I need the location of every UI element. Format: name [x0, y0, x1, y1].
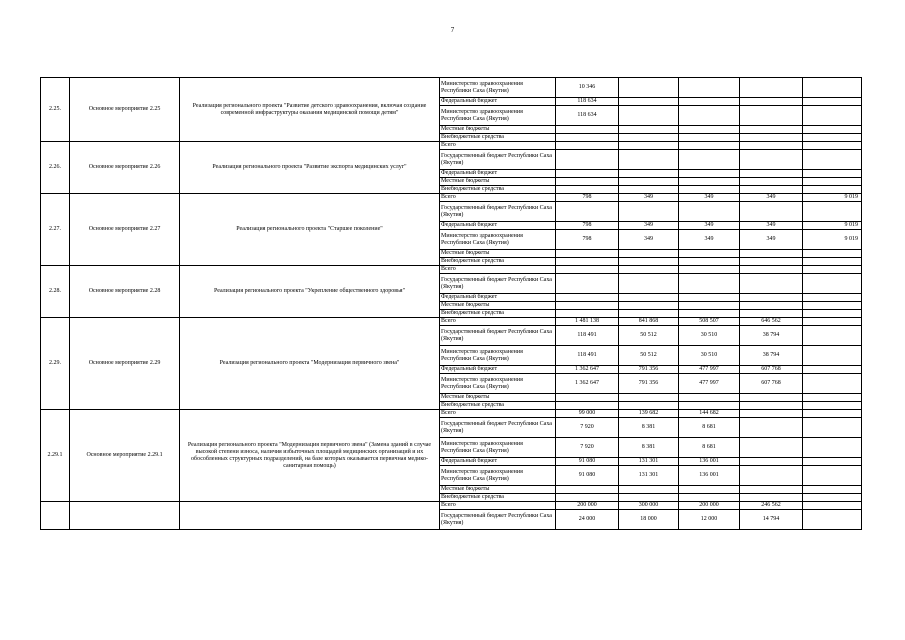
amount-cell: [679, 106, 740, 126]
amount-cell: [803, 418, 862, 438]
amount-cell: [740, 106, 803, 126]
amount-cell: [556, 274, 619, 294]
amount-cell: 9 019: [803, 194, 862, 202]
amount-cell: [740, 310, 803, 318]
amount-cell: 8 681: [679, 438, 740, 458]
amount-cell: 9 019: [803, 230, 862, 250]
funding-source: Министерство здравоохранения Республики Саха (Якутия): [440, 106, 556, 126]
table-row: [41, 266, 862, 274]
amount-cell: [803, 126, 862, 134]
amount-cell: [679, 78, 740, 98]
amount-cell: [803, 366, 862, 374]
amount-cell: [803, 98, 862, 106]
amount-cell: 607 768: [740, 374, 803, 394]
funding-source: Всего: [440, 410, 556, 418]
amount-cell: [679, 258, 740, 266]
amount-cell: [619, 106, 679, 126]
amount-cell: [679, 394, 740, 402]
amount-cell: 136 001: [679, 458, 740, 466]
activity-description: Реализация регионального проекта "Модернизация первичного звена": [180, 318, 440, 410]
amount-cell: 349: [619, 222, 679, 230]
amount-cell: 8 681: [679, 418, 740, 438]
amount-cell: 607 768: [740, 366, 803, 374]
table-row: [41, 318, 862, 326]
amount-cell: 50 512: [619, 346, 679, 366]
funding-source: Всего: [440, 142, 556, 150]
amount-cell: [556, 250, 619, 258]
amount-cell: [556, 494, 619, 502]
amount-cell: [679, 186, 740, 194]
amount-cell: [679, 486, 740, 494]
amount-cell: [679, 202, 740, 222]
item-number: 2.29.1: [41, 410, 70, 502]
amount-cell: [740, 274, 803, 294]
amount-cell: [803, 202, 862, 222]
amount-cell: [803, 274, 862, 294]
amount-cell: 200 000: [679, 502, 740, 510]
amount-cell: [619, 310, 679, 318]
amount-cell: [619, 402, 679, 410]
amount-cell: 14 794: [740, 510, 803, 530]
amount-cell: [679, 494, 740, 502]
amount-cell: 10 346: [556, 78, 619, 98]
amount-cell: [740, 458, 803, 466]
item-number: 2.28.: [41, 266, 70, 318]
amount-cell: [619, 126, 679, 134]
amount-cell: [740, 486, 803, 494]
amount-cell: [619, 486, 679, 494]
amount-cell: 30 510: [679, 346, 740, 366]
amount-cell: [803, 438, 862, 458]
amount-cell: 12 000: [679, 510, 740, 530]
amount-cell: [556, 266, 619, 274]
amount-cell: [803, 494, 862, 502]
funding-source: Федеральный бюджет: [440, 170, 556, 178]
funding-source: Местные бюджеты: [440, 126, 556, 134]
amount-cell: 646 562: [740, 318, 803, 326]
funding-source: Федеральный бюджет: [440, 366, 556, 374]
amount-cell: [803, 410, 862, 418]
amount-cell: 349: [679, 222, 740, 230]
amount-cell: 118 491: [556, 346, 619, 366]
funding-source: Внебюджетные средства: [440, 402, 556, 410]
funding-source: Всего: [440, 502, 556, 510]
funding-source: Государственный бюджет Республики Саха (Якутия): [440, 202, 556, 222]
amount-cell: 38 794: [740, 326, 803, 346]
funding-source: Федеральный бюджет: [440, 294, 556, 302]
amount-cell: 349: [740, 230, 803, 250]
amount-cell: [803, 502, 862, 510]
amount-cell: [803, 150, 862, 170]
amount-cell: [803, 466, 862, 486]
amount-cell: [619, 494, 679, 502]
amount-cell: [803, 394, 862, 402]
amount-cell: [619, 170, 679, 178]
amount-cell: [619, 78, 679, 98]
item-number: 2.26.: [41, 142, 70, 194]
amount-cell: [803, 78, 862, 98]
amount-cell: [740, 418, 803, 438]
amount-cell: [679, 178, 740, 186]
amount-cell: [679, 310, 740, 318]
amount-cell: [740, 402, 803, 410]
amount-cell: [679, 302, 740, 310]
amount-cell: [619, 150, 679, 170]
amount-cell: 477 997: [679, 374, 740, 394]
funding-source: Федеральный бюджет: [440, 458, 556, 466]
amount-cell: 349: [679, 194, 740, 202]
amount-cell: [803, 134, 862, 142]
amount-cell: 144 682: [679, 410, 740, 418]
funding-source: Федеральный бюджет: [440, 98, 556, 106]
amount-cell: 246 562: [740, 502, 803, 510]
amount-cell: [803, 326, 862, 346]
amount-cell: [740, 150, 803, 170]
amount-cell: 38 794: [740, 346, 803, 366]
funding-source: Министерство здравоохранения Республики Саха (Якутия): [440, 346, 556, 366]
amount-cell: 791 356: [619, 374, 679, 394]
funding-source: Федеральный бюджет: [440, 222, 556, 230]
funding-source: Государственный бюджет Республики Саха (Якутия): [440, 274, 556, 294]
amount-cell: [619, 394, 679, 402]
funding-source: Министерство здравоохранения Республики Саха (Якутия): [440, 230, 556, 250]
amount-cell: 1 481 138: [556, 318, 619, 326]
amount-cell: [803, 170, 862, 178]
amount-cell: 300 000: [619, 502, 679, 510]
activity-name: [70, 502, 180, 530]
funding-source: Министерство здравоохранения Республики Саха (Якутия): [440, 374, 556, 394]
amount-cell: [740, 494, 803, 502]
funding-source: Министерство здравоохранения Республики Саха (Якутия): [440, 438, 556, 458]
amount-cell: [556, 294, 619, 302]
table-row: [41, 502, 862, 510]
budget-table: [40, 77, 862, 530]
amount-cell: 24 000: [556, 510, 619, 530]
amount-cell: [740, 438, 803, 458]
funding-source: Государственный бюджет Республики Саха (Якутия): [440, 150, 556, 170]
amount-cell: [679, 98, 740, 106]
activity-description: Реализация регионального проекта "Развитие экспорта медицинских услуг": [180, 142, 440, 194]
amount-cell: 7 920: [556, 418, 619, 438]
funding-source: Государственный бюджет Республики Саха (Якутия): [440, 418, 556, 438]
amount-cell: [740, 186, 803, 194]
amount-cell: 118 491: [556, 326, 619, 346]
amount-cell: [740, 170, 803, 178]
funding-source: Министерство здравоохранения Республики Саха (Якутия): [440, 78, 556, 98]
amount-cell: 8 381: [619, 438, 679, 458]
activity-description: Реализация регионального проекта "Развитие детского здравоохранения, включая создание современной инфраструктуры оказания медицинской помощи детям": [180, 78, 440, 142]
amount-cell: 349: [619, 194, 679, 202]
amount-cell: [679, 266, 740, 274]
amount-cell: [619, 142, 679, 150]
item-number: 2.27.: [41, 194, 70, 266]
amount-cell: [740, 394, 803, 402]
amount-cell: [679, 150, 740, 170]
funding-source: Местные бюджеты: [440, 250, 556, 258]
amount-cell: 118 634: [556, 106, 619, 126]
amount-cell: 798: [556, 222, 619, 230]
amount-cell: [803, 374, 862, 394]
amount-cell: [556, 178, 619, 186]
funding-source: Всего: [440, 266, 556, 274]
amount-cell: [740, 178, 803, 186]
amount-cell: [740, 202, 803, 222]
activity-description: Реализация регионального проекта "Старшее поколение": [180, 194, 440, 266]
amount-cell: [556, 126, 619, 134]
amount-cell: 136 001: [679, 466, 740, 486]
amount-cell: [740, 98, 803, 106]
amount-cell: [619, 302, 679, 310]
funding-source: Внебюджетные средства: [440, 310, 556, 318]
amount-cell: [556, 142, 619, 150]
amount-cell: [679, 250, 740, 258]
amount-cell: 798: [556, 230, 619, 250]
amount-cell: [740, 266, 803, 274]
amount-cell: [740, 126, 803, 134]
funding-source: Внебюджетные средства: [440, 134, 556, 142]
amount-cell: 349: [679, 230, 740, 250]
amount-cell: [619, 202, 679, 222]
amount-cell: [803, 402, 862, 410]
amount-cell: 1 362 647: [556, 366, 619, 374]
amount-cell: 791 356: [619, 366, 679, 374]
amount-cell: [740, 466, 803, 486]
amount-cell: [803, 486, 862, 494]
amount-cell: [803, 250, 862, 258]
amount-cell: [679, 274, 740, 294]
amount-cell: 18 000: [619, 510, 679, 530]
amount-cell: [679, 126, 740, 134]
amount-cell: 1 362 647: [556, 374, 619, 394]
funding-source: Министерство здравоохранения Республики Саха (Якутия): [440, 466, 556, 486]
amount-cell: 7 920: [556, 438, 619, 458]
amount-cell: [740, 302, 803, 310]
amount-cell: 349: [619, 230, 679, 250]
amount-cell: [679, 142, 740, 150]
amount-cell: 349: [740, 222, 803, 230]
funding-source: Государственный бюджет Республики Саха (Якутия): [440, 326, 556, 346]
amount-cell: [619, 134, 679, 142]
funding-source: Внебюджетные средства: [440, 258, 556, 266]
amount-cell: [556, 394, 619, 402]
amount-cell: 30 510: [679, 326, 740, 346]
amount-cell: 50 512: [619, 326, 679, 346]
amount-cell: 508 507: [679, 318, 740, 326]
item-number: 2.25.: [41, 78, 70, 142]
amount-cell: [740, 294, 803, 302]
amount-cell: 91 080: [556, 466, 619, 486]
table-row: [41, 194, 862, 202]
amount-cell: [803, 266, 862, 274]
funding-source: Всего: [440, 318, 556, 326]
activity-name: Основное мероприятие 2.27: [70, 194, 180, 266]
amount-cell: [556, 134, 619, 142]
amount-cell: 139 682: [619, 410, 679, 418]
funding-source: Местные бюджеты: [440, 394, 556, 402]
activity-name: Основное мероприятие 2.29.1: [70, 410, 180, 502]
amount-cell: 477 997: [679, 366, 740, 374]
amount-cell: 9 019: [803, 222, 862, 230]
amount-cell: [556, 170, 619, 178]
amount-cell: [803, 186, 862, 194]
funding-source: Внебюджетные средства: [440, 186, 556, 194]
amount-cell: [740, 410, 803, 418]
funding-source: Местные бюджеты: [440, 486, 556, 494]
amount-cell: [556, 150, 619, 170]
activity-name: Основное мероприятие 2.28: [70, 266, 180, 318]
funding-source: Внебюджетные средства: [440, 494, 556, 502]
amount-cell: 841 868: [619, 318, 679, 326]
amount-cell: [740, 78, 803, 98]
table-row: [41, 410, 862, 418]
amount-cell: 200 000: [556, 502, 619, 510]
table-row: [41, 78, 862, 98]
item-number: [41, 502, 70, 530]
amount-cell: [679, 134, 740, 142]
activity-name: Основное мероприятие 2.26: [70, 142, 180, 194]
amount-cell: [556, 302, 619, 310]
amount-cell: [619, 274, 679, 294]
amount-cell: [619, 266, 679, 274]
amount-cell: [556, 310, 619, 318]
amount-cell: 349: [740, 194, 803, 202]
amount-cell: [556, 258, 619, 266]
amount-cell: [619, 98, 679, 106]
amount-cell: [619, 178, 679, 186]
activity-name: Основное мероприятие 2.25: [70, 78, 180, 142]
funding-source: Местные бюджеты: [440, 178, 556, 186]
funding-source: Местные бюджеты: [440, 302, 556, 310]
item-number: 2.29.: [41, 318, 70, 410]
amount-cell: [556, 402, 619, 410]
amount-cell: 8 381: [619, 418, 679, 438]
amount-cell: [556, 186, 619, 194]
amount-cell: 99 000: [556, 410, 619, 418]
amount-cell: [803, 318, 862, 326]
amount-cell: [803, 302, 862, 310]
amount-cell: [740, 258, 803, 266]
amount-cell: [556, 202, 619, 222]
amount-cell: [619, 186, 679, 194]
amount-cell: [803, 258, 862, 266]
amount-cell: [803, 346, 862, 366]
activity-description: Реализация регионального проекта "Модернизация первичного звена" (Замена зданий в случае высокой степени износа, наличия избыточных площадей медицинских организаций и их обособленных структурных подразделений, на базе которых оказывается первичная медико-санитарная помощь): [180, 410, 440, 502]
activity-description: Реализация регионального проекта "Укрепление общественного здоровья": [180, 266, 440, 318]
page-number: 7: [450, 26, 455, 34]
amount-cell: 118 634: [556, 98, 619, 106]
amount-cell: [803, 106, 862, 126]
amount-cell: [619, 250, 679, 258]
amount-cell: [740, 142, 803, 150]
amount-cell: [803, 142, 862, 150]
amount-cell: [803, 178, 862, 186]
amount-cell: [803, 310, 862, 318]
activity-description: [180, 502, 440, 530]
amount-cell: [803, 294, 862, 302]
amount-cell: [619, 294, 679, 302]
amount-cell: [679, 170, 740, 178]
activity-name: Основное мероприятие 2.29: [70, 318, 180, 410]
amount-cell: 131 301: [619, 466, 679, 486]
table-row: [41, 142, 862, 150]
amount-cell: [619, 258, 679, 266]
amount-cell: [679, 402, 740, 410]
amount-cell: [740, 250, 803, 258]
amount-cell: [556, 486, 619, 494]
funding-source: Государственный бюджет Республики Саха (Якутия): [440, 510, 556, 530]
amount-cell: 131 301: [619, 458, 679, 466]
amount-cell: [740, 134, 803, 142]
amount-cell: [803, 510, 862, 530]
amount-cell: [679, 294, 740, 302]
amount-cell: 798: [556, 194, 619, 202]
funding-source: Всего: [440, 194, 556, 202]
amount-cell: [803, 458, 862, 466]
amount-cell: 91 080: [556, 458, 619, 466]
